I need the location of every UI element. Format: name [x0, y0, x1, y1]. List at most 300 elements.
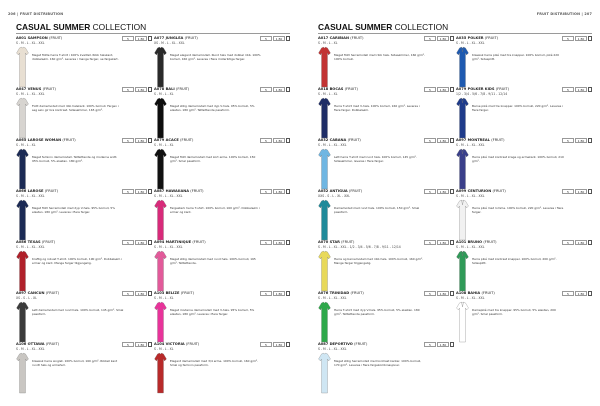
quantity-box: 5 — [424, 189, 436, 194]
price-boxes — [122, 291, 152, 296]
product-description: Meget feminin damemodell. Tettsittende og moderne snitt. 95% bomull, 5% elastan. 180 g/m². — [32, 155, 118, 163]
product-name — [16, 189, 124, 193]
product-description: Lett damemodell med rund hals. 100% bomull, 145 g/m². Smal passform. — [32, 308, 124, 316]
product-brand: (FRUIT) — [175, 87, 190, 91]
product-title: LAROSE WOMAN — [27, 138, 62, 142]
package-icon — [588, 138, 592, 143]
product-image — [16, 45, 29, 89]
package-icon — [148, 36, 152, 41]
package-icon — [148, 342, 152, 347]
product-description: Meget flotte herre T-shirt i 100% kvalitet. Ribb halskant, dobbelsøm. 160 g/m². Leveres i mange farger, se fargekart. — [32, 53, 119, 61]
product-brand: (FRUIT) — [484, 36, 499, 40]
price-box: 1 80 — [135, 189, 147, 194]
package-icon — [450, 291, 454, 296]
product-description: Fargesterk herre T-shirt. 100% bomull, 160 g/m². Dobbelsøm i ermer og kant. — [170, 206, 260, 214]
quantity-box: 5 — [122, 189, 134, 194]
product-brand: (FRUIT) — [350, 291, 364, 295]
product-sizes: S - M - L - XL - XXL — [154, 194, 183, 198]
price-boxes — [260, 36, 290, 41]
product-sizes: S - M - L - XL - XXL — [16, 92, 45, 96]
product-description: Meget flott herremodell med ribb hals. Sidesømmer, 160 g/m². 100% bomull. — [334, 53, 425, 61]
product-text — [456, 87, 564, 113]
product-image — [318, 45, 331, 89]
product-name — [318, 291, 426, 295]
product-title: LAROSE — [27, 189, 44, 193]
tshirt-icon — [456, 45, 469, 89]
product-brand: (FRUIT) — [180, 291, 194, 295]
product-text — [154, 342, 262, 368]
product-code: A047 — [16, 87, 27, 91]
quantity-box: 5 — [424, 36, 436, 41]
product-image — [16, 147, 29, 191]
tshirt-icon — [318, 45, 331, 89]
product-text — [154, 87, 262, 113]
package-icon — [450, 342, 454, 347]
quantity-box: 5 — [424, 138, 436, 143]
tshirt-icon — [154, 198, 167, 242]
product-code: A035 — [456, 36, 467, 40]
product-name — [456, 36, 564, 40]
product-code: A052 — [318, 189, 329, 193]
price-boxes — [562, 240, 592, 245]
package-icon — [286, 291, 290, 296]
price-box: 1 80 — [575, 189, 587, 194]
price-boxes — [122, 240, 152, 245]
product-sizes: S - M - L - XL - XXL — [456, 296, 485, 300]
tshirt-icon — [456, 249, 469, 293]
product-sizes: S - M - L - XL — [318, 41, 338, 45]
product-title: DEPORTIVO — [329, 342, 353, 346]
product-name — [16, 342, 124, 346]
price-box: 1 80 — [273, 240, 285, 245]
product-name — [16, 138, 124, 142]
product-brand: (FRUIT) — [350, 36, 364, 40]
product-title: STAR — [329, 240, 340, 244]
quantity-box: 5 — [260, 291, 272, 296]
product-text — [456, 291, 564, 317]
product-image — [154, 300, 167, 344]
product-sizes: S - M - L - XL — [154, 347, 174, 351]
product-image — [318, 300, 331, 344]
product-title: CANCUN — [27, 291, 45, 295]
price-box: 1 80 — [273, 291, 285, 296]
product-description: Herre piké med lomme. 100% bomull, 220 g/m². Leveres i flere farger. — [472, 206, 564, 214]
product-title: CABANA — [329, 138, 347, 142]
product-title: OTTAWA — [27, 342, 45, 346]
price-boxes — [122, 36, 152, 41]
product-description: Herre piké med kontrast krage og ermekant. 100% bomull, 210 g/m². — [472, 155, 564, 163]
tshirt-icon — [16, 45, 29, 89]
price-boxes — [260, 240, 290, 245]
product-brand: (FRUIT) — [481, 291, 495, 295]
product-brand: (FRUIT) — [190, 189, 204, 193]
price-boxes — [424, 342, 454, 347]
tshirt-icon — [456, 147, 469, 191]
title-bold: CASUAL SUMMER — [16, 22, 91, 32]
price-box: 1 80 — [135, 138, 147, 143]
product-text — [456, 189, 564, 215]
product-image — [456, 96, 469, 140]
price-box: 1 80 — [437, 189, 449, 194]
price-box: 1 80 — [135, 36, 147, 41]
quantity-box: 5 — [260, 36, 272, 41]
price-box: 1 80 — [273, 189, 285, 194]
product-name — [318, 138, 426, 142]
price-boxes — [424, 240, 454, 245]
product-title: BAHIA — [467, 291, 481, 295]
package-icon — [286, 87, 290, 92]
price-box: 1 80 — [575, 36, 587, 41]
price-box: 1 80 — [437, 36, 449, 41]
product-sizes: XS - S - L - XL — [16, 296, 37, 300]
product-name — [318, 342, 426, 346]
tshirt-icon — [16, 198, 29, 242]
tshirt-icon — [456, 300, 469, 344]
product-image — [456, 300, 469, 344]
package-icon — [286, 36, 290, 41]
product-image — [16, 300, 29, 344]
product-description: Meget flott damemodell med kort erme. 100% bomull, 150 g/m². Smal passform. — [170, 155, 256, 163]
product-text — [154, 291, 262, 317]
product-text — [16, 240, 124, 266]
product-text — [154, 240, 262, 266]
package-icon — [148, 189, 152, 194]
product-code: A076 — [318, 291, 329, 295]
package-icon — [450, 138, 454, 143]
package-icon — [588, 291, 592, 296]
tshirt-icon — [318, 300, 331, 344]
product-name — [318, 240, 426, 244]
product-description: Damemodell med rund hals. 100% bomull, 150 g/m². Smal passform. — [334, 206, 420, 214]
product-text — [16, 87, 124, 113]
product-brand: (FRUIT) — [347, 138, 361, 142]
product-brand: (FRUIT) — [495, 87, 510, 91]
product-image — [154, 249, 167, 293]
quantity-box: 5 — [424, 342, 436, 347]
quantity-box: 5 — [424, 87, 436, 92]
product-text — [154, 36, 262, 62]
price-box: 1 80 — [437, 291, 449, 296]
product-code: A087 — [318, 342, 329, 346]
price-boxes — [260, 291, 290, 296]
product-sizes: S - M - L - XL - XXL — [456, 143, 485, 147]
package-icon — [450, 189, 454, 194]
tshirt-icon — [318, 249, 331, 293]
product-sizes: S - M - L - XL - XXL — [318, 143, 347, 147]
product-title: VICTORIA — [165, 342, 185, 346]
product-name — [154, 36, 262, 40]
product-name — [154, 87, 262, 91]
quantity-box: 5 — [424, 240, 436, 245]
price-box: 1 80 — [437, 87, 449, 92]
product-brand: (FRUIT) — [483, 240, 497, 244]
price-box: 1 80 — [273, 342, 285, 347]
price-box: 1 80 — [437, 342, 449, 347]
product-code: A103 — [154, 291, 165, 295]
package-icon — [588, 87, 592, 92]
product-description: Klassisk herre piké med tre knapper. 100% bomull, piké 220 g/m². Sidesplitt. — [472, 53, 559, 61]
product-sizes: S - M - L - XL — [154, 296, 174, 300]
price-box: 1 80 — [575, 240, 587, 245]
title-light: COLLECTION — [394, 22, 449, 32]
product-code: A001 — [16, 36, 27, 40]
product-text — [154, 189, 262, 215]
product-code: A104 — [154, 342, 165, 346]
tshirt-icon — [16, 249, 29, 293]
product-image — [154, 45, 167, 89]
product-title: POLKER — [467, 36, 484, 40]
product-sizes: S - M - L - XL - XXL — [16, 194, 45, 198]
price-box: 1 80 — [437, 138, 449, 143]
product-sizes: S - M - L - XL - XXL — [318, 347, 347, 351]
product-title: POLKER KIDS — [467, 87, 495, 91]
product-title: MARTINIQUE — [165, 240, 192, 244]
price-boxes — [562, 36, 592, 41]
product-description: Herre piké med kontrast knapper. 100% bomull, 200 g/m². Sidesplitt. — [472, 257, 557, 265]
product-name — [456, 291, 564, 295]
package-icon — [588, 240, 592, 245]
product-description: Damepiké med tre knapper. 95% bomull, 5% elastan, 200 g/m². Smal passform. — [472, 308, 556, 316]
tshirt-icon — [456, 198, 469, 242]
product-description: Meget stilig damemodell med dyp V-hals. 95% bomull, 5% elastan. 180 g/m². Tettsittende passform. — [170, 104, 255, 112]
price-box: 1 80 — [437, 240, 449, 245]
quantity-box: 5 — [122, 291, 134, 296]
product-name — [154, 291, 262, 295]
product-brand: (FRUIT) — [348, 189, 363, 193]
tshirt-icon — [16, 96, 29, 140]
product-code: A101 — [456, 240, 467, 244]
product-sizes: S - M - L - XL - XXL — [318, 296, 347, 300]
quantity-box: 5 — [260, 138, 272, 143]
product-sizes: S - M - L - XL - XXL — [16, 245, 45, 249]
product-brand: (FRUIT) — [354, 342, 368, 346]
price-boxes — [562, 291, 592, 296]
product-description: Kraftig og robust T-shirt. 100% bomull, 190 g/m². Dobbelsøm i ermer og kant. Mange farger tilgjengelig. — [32, 257, 122, 265]
price-box: 1 80 — [273, 138, 285, 143]
quantity-box: 5 — [562, 291, 574, 296]
product-image — [154, 351, 167, 395]
price-boxes — [424, 138, 454, 143]
quantity-box: 5 — [562, 87, 574, 92]
quantity-box: 5 — [562, 240, 574, 245]
product-image — [154, 147, 167, 191]
product-text — [16, 189, 124, 215]
product-image — [456, 147, 469, 191]
page-title — [16, 22, 146, 32]
quantity-box: 5 — [562, 138, 574, 143]
running-head: 206 | FRUIT DISTRIBUTION — [8, 12, 64, 16]
product-sizes: S - M - L - XL - XXL — [16, 41, 45, 45]
quantity-box: 5 — [122, 87, 134, 92]
product-name — [16, 240, 124, 244]
product-name — [16, 36, 124, 40]
price-boxes — [424, 87, 454, 92]
tshirt-icon — [318, 351, 331, 395]
price-box: 1 80 — [575, 87, 587, 92]
product-image — [16, 351, 29, 395]
quantity-box: 5 — [260, 342, 272, 347]
product-sizes: XXS - S - L - XL - XXL — [318, 194, 351, 198]
product-description: Flott damemodell med ribb halskant. 100% bomull. Fargen i seg selv gir bra kontrast. Sidesømmer, 165 g/m². — [32, 104, 119, 112]
product-name — [456, 240, 564, 244]
product-sizes: S - M - L - XL - XXL — [456, 41, 485, 45]
title-rule — [318, 33, 592, 34]
product-code: A070 — [318, 240, 329, 244]
product-text — [154, 138, 262, 164]
product-image — [318, 249, 331, 293]
tshirt-icon — [318, 198, 331, 242]
product-code: A078 — [154, 87, 165, 91]
product-image — [318, 198, 331, 242]
product-description: Meget stilig damemodell med rund hals. 100% bomull, 165 g/m². Tettsittende. — [170, 257, 256, 265]
product-name — [318, 189, 426, 193]
price-boxes — [562, 138, 592, 143]
product-title: VENUS — [27, 87, 42, 91]
package-icon — [450, 240, 454, 245]
product-code: A108 — [456, 291, 467, 295]
product-code: A079 — [154, 138, 165, 142]
package-icon — [148, 240, 152, 245]
product-title: CENTURION — [467, 189, 492, 193]
price-boxes — [122, 189, 152, 194]
title-bold: CASUAL SUMMER — [318, 22, 393, 32]
product-title: BRUNO — [467, 240, 483, 244]
package-icon — [450, 87, 454, 92]
product-description: Herre T-shirt med dyp V-hals. 95% bomull, 5% elastan. 180 g/m². Tettsittende passform. — [334, 308, 420, 316]
product-title: BALI — [165, 87, 175, 91]
product-image — [16, 96, 29, 140]
quantity-box: 5 — [122, 342, 134, 347]
product-brand: (FRUIT) — [341, 240, 355, 244]
price-boxes — [424, 36, 454, 41]
package-icon — [148, 138, 152, 143]
product-text — [318, 291, 426, 317]
package-icon — [148, 291, 152, 296]
product-name — [456, 87, 564, 91]
product-sizes: S - M - L - XL - XXL — [456, 194, 485, 198]
price-box: 1 80 — [273, 87, 285, 92]
tshirt-icon — [16, 300, 29, 344]
right-page — [300, 0, 600, 406]
product-text — [456, 138, 564, 164]
package-icon — [450, 36, 454, 41]
product-brand: (FRUIT) — [492, 189, 506, 193]
product-image — [154, 96, 167, 140]
product-name — [154, 240, 262, 244]
product-image — [318, 96, 331, 140]
package-icon — [148, 87, 152, 92]
price-boxes — [562, 87, 592, 92]
product-sizes: S - M - L - XL — [16, 143, 36, 147]
tshirt-icon — [154, 351, 167, 395]
quantity-box: 5 — [122, 240, 134, 245]
product-title: MONTREAL — [467, 138, 490, 142]
product-text — [16, 342, 124, 368]
title-rule — [16, 33, 290, 34]
product-name — [154, 342, 262, 346]
product-name — [318, 36, 426, 40]
product-sizes: S - M - L - XL - XXL - 1/2 - 3/4 - 5/6 - 7/8 - 9/11 - 12/14 — [318, 245, 401, 249]
quantity-box: 5 — [562, 36, 574, 41]
product-sizes: S - M - L - XL - XXL — [456, 245, 485, 249]
price-boxes — [260, 87, 290, 92]
product-brand: (FRUIT) — [180, 138, 194, 142]
product-image — [456, 45, 469, 89]
product-title: TRINIDAD — [329, 291, 350, 295]
product-brand: (FRUIT) — [45, 342, 60, 346]
quantity-box: 5 — [562, 189, 574, 194]
running-head: FRUIT DISTRIBUTION | 207 — [536, 12, 592, 16]
product-sizes: 1/2 - 3/4 - 5/6 - 7/8 - 9/11 - 12/14 — [456, 92, 508, 96]
product-title: BELIZE — [165, 291, 180, 295]
product-code: A017 — [318, 36, 329, 40]
price-box: 1 80 — [135, 291, 147, 296]
product-description: Herre og barnemodell med ribb hals. 100% bomull, 160 g/m². Mange farger tilgjengelig. — [334, 257, 424, 265]
package-icon — [588, 36, 592, 41]
product-code: A065 — [16, 138, 27, 142]
tshirt-icon — [318, 96, 331, 140]
product-code: A097 — [16, 291, 27, 295]
product-title: HAWAIIANA — [165, 189, 190, 193]
tshirt-icon — [154, 147, 167, 191]
product-title: BOCAS — [329, 87, 344, 91]
product-brand: (FRUIT) — [491, 138, 505, 142]
product-code: A032 — [318, 138, 329, 142]
quantity-box: 5 — [260, 87, 272, 92]
product-image — [16, 249, 29, 293]
product-brand: (FRUIT) — [44, 189, 59, 193]
product-code: A099 — [456, 189, 467, 193]
product-name — [154, 138, 262, 142]
product-text — [318, 240, 426, 266]
quantity-box: 5 — [260, 240, 272, 245]
product-title: JUNGLEA — [165, 36, 184, 40]
product-brand: (FRUIT) — [344, 87, 358, 91]
quantity-box: 5 — [122, 36, 134, 41]
product-image — [154, 198, 167, 242]
product-code: A077 — [154, 36, 165, 40]
product-code: A106 — [16, 342, 27, 346]
product-sizes: S - M - L - XL - XXL — [154, 245, 183, 249]
price-boxes — [562, 189, 592, 194]
price-boxes — [122, 138, 152, 143]
product-title: CARIBIAN — [329, 36, 349, 40]
product-name — [456, 189, 564, 193]
product-code: A018 — [318, 87, 329, 91]
product-description: Meget elegant damemodell. Rund hals med dobbel ribb. 100% bomull, 160 g/m². Leveres i flere moteriktige farger. — [170, 53, 261, 61]
price-boxes — [260, 189, 290, 194]
product-brand: (FRUIT) — [41, 240, 56, 244]
product-description: Elegant damemodell med 3/4 erme. 100% bomull, 160 g/m². Smal og feminin passform. — [170, 359, 259, 367]
product-description: Meget flott herremodell med dyp V-hals. 95% bomull, 5% elastan. 180 g/m². Leveres i flere farger. — [32, 206, 115, 214]
price-boxes — [424, 291, 454, 296]
product-title: SAMPSON — [27, 36, 48, 40]
product-description: Meget moderne damemodell med V-hals. 95% bomull, 5% elastan, 180 g/m². Leveres i flere farger. — [170, 308, 255, 316]
product-image — [318, 147, 331, 191]
product-name — [318, 87, 426, 91]
product-text — [16, 138, 124, 164]
product-code: A094 — [154, 240, 165, 244]
product-text — [318, 87, 426, 113]
product-sizes: S - M - L - XL — [154, 143, 174, 147]
product-title: ACACE — [165, 138, 179, 142]
tshirt-icon — [16, 147, 29, 191]
product-text — [16, 291, 124, 317]
product-sizes: XS - M - L - XL - XXL — [154, 41, 185, 45]
tshirt-icon — [154, 96, 167, 140]
product-brand: (FRUIT) — [42, 87, 56, 91]
product-sizes: S - M - L - XL - XXL — [16, 347, 45, 351]
